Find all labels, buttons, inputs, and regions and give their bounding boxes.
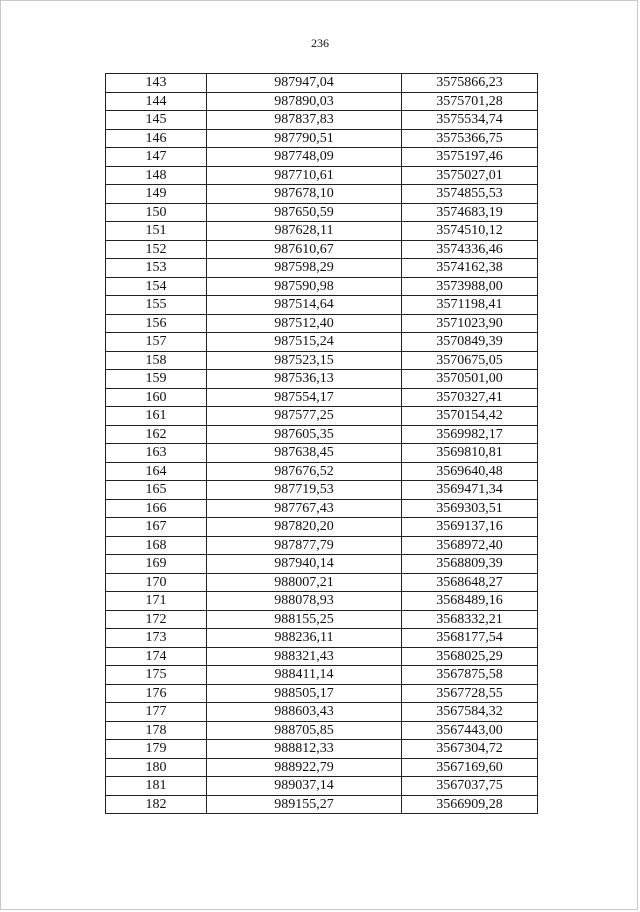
point-number-cell: 143 [106, 74, 207, 93]
table-row [106, 222, 538, 241]
table-row [106, 407, 538, 426]
x-coordinate-cell: 987837,83 [207, 111, 402, 130]
y-coordinate-cell: 3570327,41 [402, 388, 538, 407]
y-coordinate-cell: 3570154,42 [402, 407, 538, 426]
table-row [106, 518, 538, 537]
point-number-cell: 167 [106, 518, 207, 537]
x-coordinate-cell: 987590,98 [207, 277, 402, 296]
x-coordinate-cell: 987577,25 [207, 407, 402, 426]
x-coordinate-cell: 987719,53 [207, 481, 402, 500]
point-number-cell: 144 [106, 92, 207, 111]
y-coordinate-cell: 3570501,00 [402, 370, 538, 389]
point-number-cell: 153 [106, 259, 207, 278]
point-number-cell: 178 [106, 721, 207, 740]
table-row [106, 758, 538, 777]
y-coordinate-cell: 3575534,74 [402, 111, 538, 130]
point-number-cell: 174 [106, 647, 207, 666]
x-coordinate-cell: 988321,43 [207, 647, 402, 666]
point-number-cell: 180 [106, 758, 207, 777]
y-coordinate-cell: 3568972,40 [402, 536, 538, 555]
x-coordinate-cell: 988505,17 [207, 684, 402, 703]
page-number: 236 [311, 36, 329, 50]
x-coordinate-cell: 987523,15 [207, 351, 402, 370]
table-row [106, 240, 538, 259]
point-number-cell: 172 [106, 610, 207, 629]
table-row [106, 351, 538, 370]
x-coordinate-cell: 987767,43 [207, 499, 402, 518]
point-number-cell: 162 [106, 425, 207, 444]
y-coordinate-cell: 3568332,21 [402, 610, 538, 629]
y-coordinate-cell: 3570849,39 [402, 333, 538, 352]
y-coordinate-cell: 3567169,60 [402, 758, 538, 777]
y-coordinate-cell: 3568809,39 [402, 555, 538, 574]
y-coordinate-cell: 3575366,75 [402, 129, 538, 148]
x-coordinate-cell: 987605,35 [207, 425, 402, 444]
y-coordinate-cell: 3573988,00 [402, 277, 538, 296]
table-row [106, 314, 538, 333]
y-coordinate-cell: 3570675,05 [402, 351, 538, 370]
table-row [106, 185, 538, 204]
table-row [106, 259, 538, 278]
y-coordinate-cell: 3574336,46 [402, 240, 538, 259]
point-number-cell: 160 [106, 388, 207, 407]
x-coordinate-cell: 988411,14 [207, 666, 402, 685]
table-row [106, 555, 538, 574]
table-row [106, 629, 538, 648]
point-number-cell: 155 [106, 296, 207, 315]
point-number-cell: 164 [106, 462, 207, 481]
table-row [106, 610, 538, 629]
table-row [106, 425, 538, 444]
point-number-cell: 181 [106, 777, 207, 796]
point-number-cell: 165 [106, 481, 207, 500]
table-row [106, 444, 538, 463]
y-coordinate-cell: 3569471,34 [402, 481, 538, 500]
y-coordinate-cell: 3567443,00 [402, 721, 538, 740]
point-number-cell: 156 [106, 314, 207, 333]
y-coordinate-cell: 3575701,28 [402, 92, 538, 111]
table-row [106, 148, 538, 167]
point-number-cell: 166 [106, 499, 207, 518]
x-coordinate-cell: 988812,33 [207, 740, 402, 759]
x-coordinate-cell: 989155,27 [207, 795, 402, 814]
y-coordinate-cell: 3574510,12 [402, 222, 538, 241]
y-coordinate-cell: 3568025,29 [402, 647, 538, 666]
point-number-cell: 150 [106, 203, 207, 222]
table-row [106, 333, 538, 352]
table-row [106, 481, 538, 500]
x-coordinate-cell: 987536,13 [207, 370, 402, 389]
x-coordinate-cell: 987514,64 [207, 296, 402, 315]
table-row [106, 388, 538, 407]
point-number-cell: 168 [106, 536, 207, 555]
y-coordinate-cell: 3567304,72 [402, 740, 538, 759]
point-number-cell: 176 [106, 684, 207, 703]
table-row [106, 462, 538, 481]
y-coordinate-cell: 3569303,51 [402, 499, 538, 518]
table-row [106, 370, 538, 389]
point-number-cell: 147 [106, 148, 207, 167]
y-coordinate-cell: 3568177,54 [402, 629, 538, 648]
point-number-cell: 145 [106, 111, 207, 130]
x-coordinate-cell: 988078,93 [207, 592, 402, 611]
point-number-cell: 175 [106, 666, 207, 685]
y-coordinate-cell: 3569137,16 [402, 518, 538, 537]
table-row [106, 92, 538, 111]
y-coordinate-cell: 3575866,23 [402, 74, 538, 93]
point-number-cell: 170 [106, 573, 207, 592]
table-row [106, 721, 538, 740]
table-row [106, 129, 538, 148]
x-coordinate-cell: 988705,85 [207, 721, 402, 740]
x-coordinate-cell: 987877,79 [207, 536, 402, 555]
y-coordinate-cell: 3567875,58 [402, 666, 538, 685]
table-row [106, 666, 538, 685]
y-coordinate-cell: 3571023,90 [402, 314, 538, 333]
table-row [106, 777, 538, 796]
y-coordinate-cell: 3567728,55 [402, 684, 538, 703]
table-row [106, 203, 538, 222]
y-coordinate-cell: 3568489,16 [402, 592, 538, 611]
x-coordinate-cell: 987890,03 [207, 92, 402, 111]
y-coordinate-cell: 3574162,38 [402, 259, 538, 278]
point-number-cell: 169 [106, 555, 207, 574]
point-number-cell: 149 [106, 185, 207, 204]
x-coordinate-cell: 987515,24 [207, 333, 402, 352]
table-row [106, 296, 538, 315]
coordinates-table-body [106, 74, 538, 814]
point-number-cell: 182 [106, 795, 207, 814]
table-row [106, 536, 538, 555]
x-coordinate-cell: 987554,17 [207, 388, 402, 407]
point-number-cell: 151 [106, 222, 207, 241]
y-coordinate-cell: 3569982,17 [402, 425, 538, 444]
x-coordinate-cell: 987947,04 [207, 74, 402, 93]
table-row [106, 703, 538, 722]
table-row [106, 573, 538, 592]
y-coordinate-cell: 3575027,01 [402, 166, 538, 185]
coordinates-table [105, 73, 538, 814]
point-number-cell: 179 [106, 740, 207, 759]
point-number-cell: 161 [106, 407, 207, 426]
table-row [106, 74, 538, 93]
x-coordinate-cell: 987710,61 [207, 166, 402, 185]
y-coordinate-cell: 3568648,27 [402, 573, 538, 592]
table-row [106, 740, 538, 759]
y-coordinate-cell: 3566909,28 [402, 795, 538, 814]
point-number-cell: 146 [106, 129, 207, 148]
x-coordinate-cell: 988603,43 [207, 703, 402, 722]
point-number-cell: 152 [106, 240, 207, 259]
x-coordinate-cell: 987512,40 [207, 314, 402, 333]
x-coordinate-cell: 987676,52 [207, 462, 402, 481]
y-coordinate-cell: 3574855,53 [402, 185, 538, 204]
table-row [106, 795, 538, 814]
y-coordinate-cell: 3571198,41 [402, 296, 538, 315]
point-number-cell: 154 [106, 277, 207, 296]
point-number-cell: 171 [106, 592, 207, 611]
table-row [106, 647, 538, 666]
point-number-cell: 159 [106, 370, 207, 389]
point-number-cell: 158 [106, 351, 207, 370]
y-coordinate-cell: 3569810,81 [402, 444, 538, 463]
table-row [106, 166, 538, 185]
table-row [106, 499, 538, 518]
y-coordinate-cell: 3567037,75 [402, 777, 538, 796]
x-coordinate-cell: 988922,79 [207, 758, 402, 777]
table-row [106, 684, 538, 703]
x-coordinate-cell: 987610,67 [207, 240, 402, 259]
point-number-cell: 177 [106, 703, 207, 722]
point-number-cell: 148 [106, 166, 207, 185]
x-coordinate-cell: 987628,11 [207, 222, 402, 241]
x-coordinate-cell: 987638,45 [207, 444, 402, 463]
y-coordinate-cell: 3569640,48 [402, 462, 538, 481]
point-number-cell: 157 [106, 333, 207, 352]
x-coordinate-cell: 987820,20 [207, 518, 402, 537]
x-coordinate-cell: 988236,11 [207, 629, 402, 648]
point-number-cell: 163 [106, 444, 207, 463]
x-coordinate-cell: 987598,29 [207, 259, 402, 278]
x-coordinate-cell: 988155,25 [207, 610, 402, 629]
x-coordinate-cell: 987650,59 [207, 203, 402, 222]
y-coordinate-cell: 3575197,46 [402, 148, 538, 167]
x-coordinate-cell: 987748,09 [207, 148, 402, 167]
x-coordinate-cell: 987790,51 [207, 129, 402, 148]
y-coordinate-cell: 3567584,32 [402, 703, 538, 722]
table-row [106, 277, 538, 296]
x-coordinate-cell: 987940,14 [207, 555, 402, 574]
table-row [106, 592, 538, 611]
y-coordinate-cell: 3574683,19 [402, 203, 538, 222]
x-coordinate-cell: 989037,14 [207, 777, 402, 796]
point-number-cell: 173 [106, 629, 207, 648]
x-coordinate-cell: 988007,21 [207, 573, 402, 592]
x-coordinate-cell: 987678,10 [207, 185, 402, 204]
table-row [106, 111, 538, 130]
